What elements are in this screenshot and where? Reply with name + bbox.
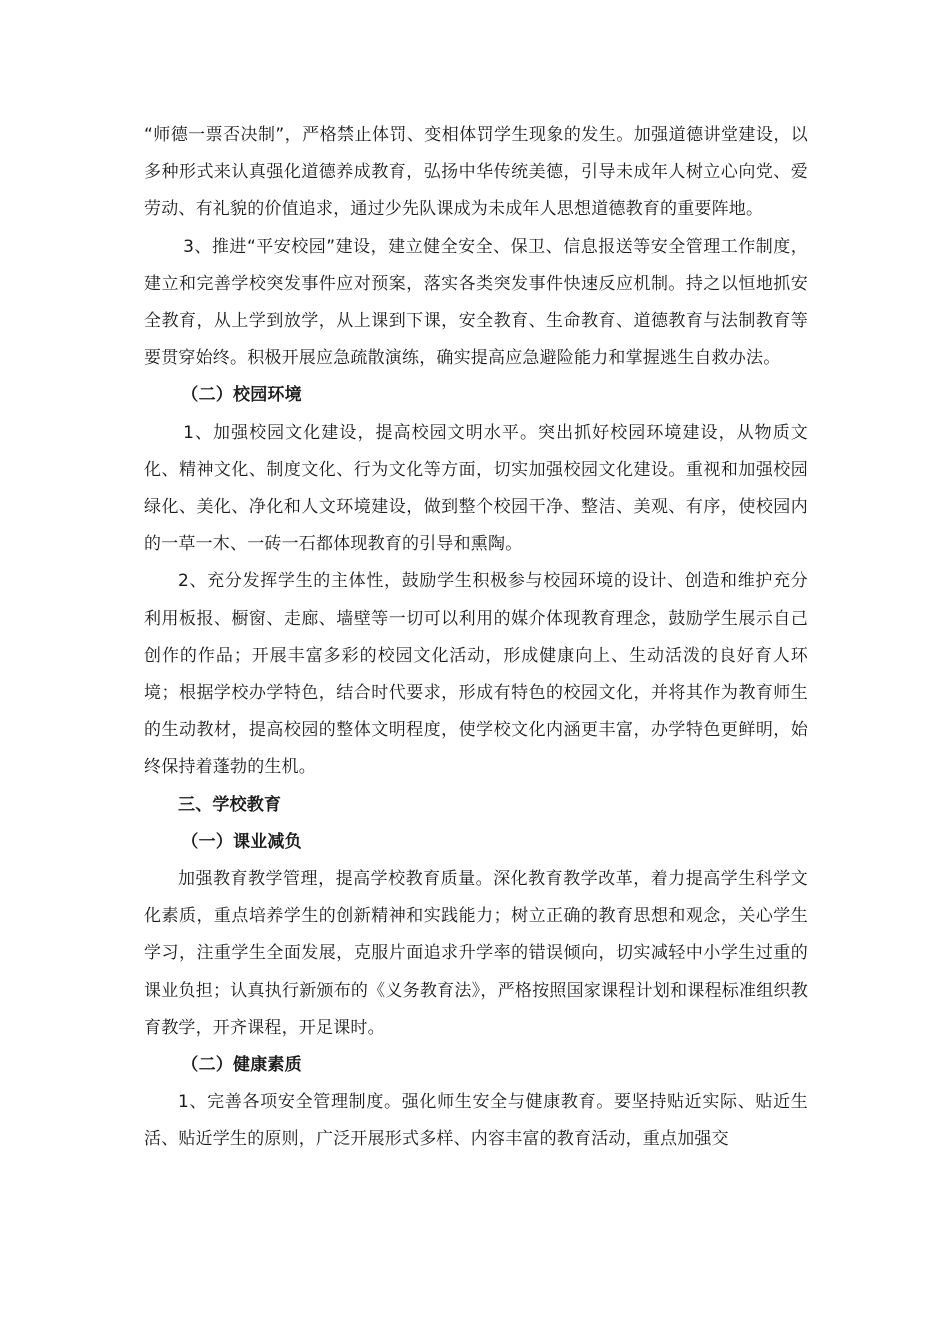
heading-reduce-burden: （一）课业减负 xyxy=(181,831,302,852)
document-page xyxy=(144,117,808,1159)
heading-school-education: 三、学校教育 xyxy=(178,794,282,815)
paragraph-teaching-management: 加强教育教学管理，提高学校教育质量。深化教育教学改革，着力提高学生科学文化素质，重点培养学生的创新精神和实践能力；树立正确的教育思想和观念，关心学生学习，注重学生全面发展，克服片面追求升学率的错误倾向，切实减轻中小学生过重的课业负担；认真执行新颁布的《义务教育法》，严格按照国家课程计划和课程标准组织教育教学，开齐课程，开足课时。 xyxy=(144,869,808,1038)
paragraph-safe-campus: 3、推进“平安校园”建设，建立健全安全、保卫、信息报送等安全管理工作制度，建立和完善学校突发事件应对预案，落实各类突发事件快速反应机制。持之以恒地抓安全教育，从上学到放学，从上课到下课，安全教育、生命教育、道德教育与法制教育等要贯穿始终。积极开展应急疏散演练，确实提高应急避险能力和掌握逃生自救办法。 xyxy=(144,236,808,369)
paragraph-campus-culture: 1、加强校园文化建设，提高校园文明水平。突出抓好校园环境建设，从物质文化、精神文化、制度文化、行为文化等方面，切实加强校园文化建设。重视和加强校园绿化、美化、净化和人文环境建设，做到整个校园干净、整洁、美观、有序，使校园内的一草一木、一砖一石都体现教育的引导和熏陶。 xyxy=(144,422,808,555)
paragraph-safety-system: 1、完善各项安全管理制度。强化师生安全与健康教育。要坚持贴近实际、贴近生活、贴近学生的原则，广泛开展形式多样、内容丰富的教育活动，重点加强交 xyxy=(144,1092,808,1150)
paragraph-teacher-ethics: “师德一票否决制”，严格禁止体罚、变相体罚学生现象的发生。加强道德讲堂建设，以多种形式来认真强化道德养成教育，弘扬中华传统美德，引导未成年人树立心向党、爱劳动、有礼貌的价值追求，通过少先队课成为未成年人思想道德教育的重要阵地。 xyxy=(144,125,808,220)
paragraph-student-initiative: 2、充分发挥学生的主体性，鼓励学生积极参与校园环境的设计、创造和维护充分利用板报、橱窗、走廊、墙壁等一切可以利用的媒介体现教育理念，鼓励学生展示自己创作的作品；开展丰富多彩的校园文化活动，形成健康向上、生动活泼的良好育人环境；根据学校办学特色，结合时代要求，形成有特色的校园文化，并将其作为教育师生的生动教材，提高校园的整体文明程度，使学校文化内涵更丰富，办学特色更鲜明，始终保持着蓬勃的生机。 xyxy=(144,571,808,778)
heading-campus-environment: （二）校园环境 xyxy=(181,385,302,406)
heading-health-quality: （二）健康素质 xyxy=(181,1055,302,1076)
